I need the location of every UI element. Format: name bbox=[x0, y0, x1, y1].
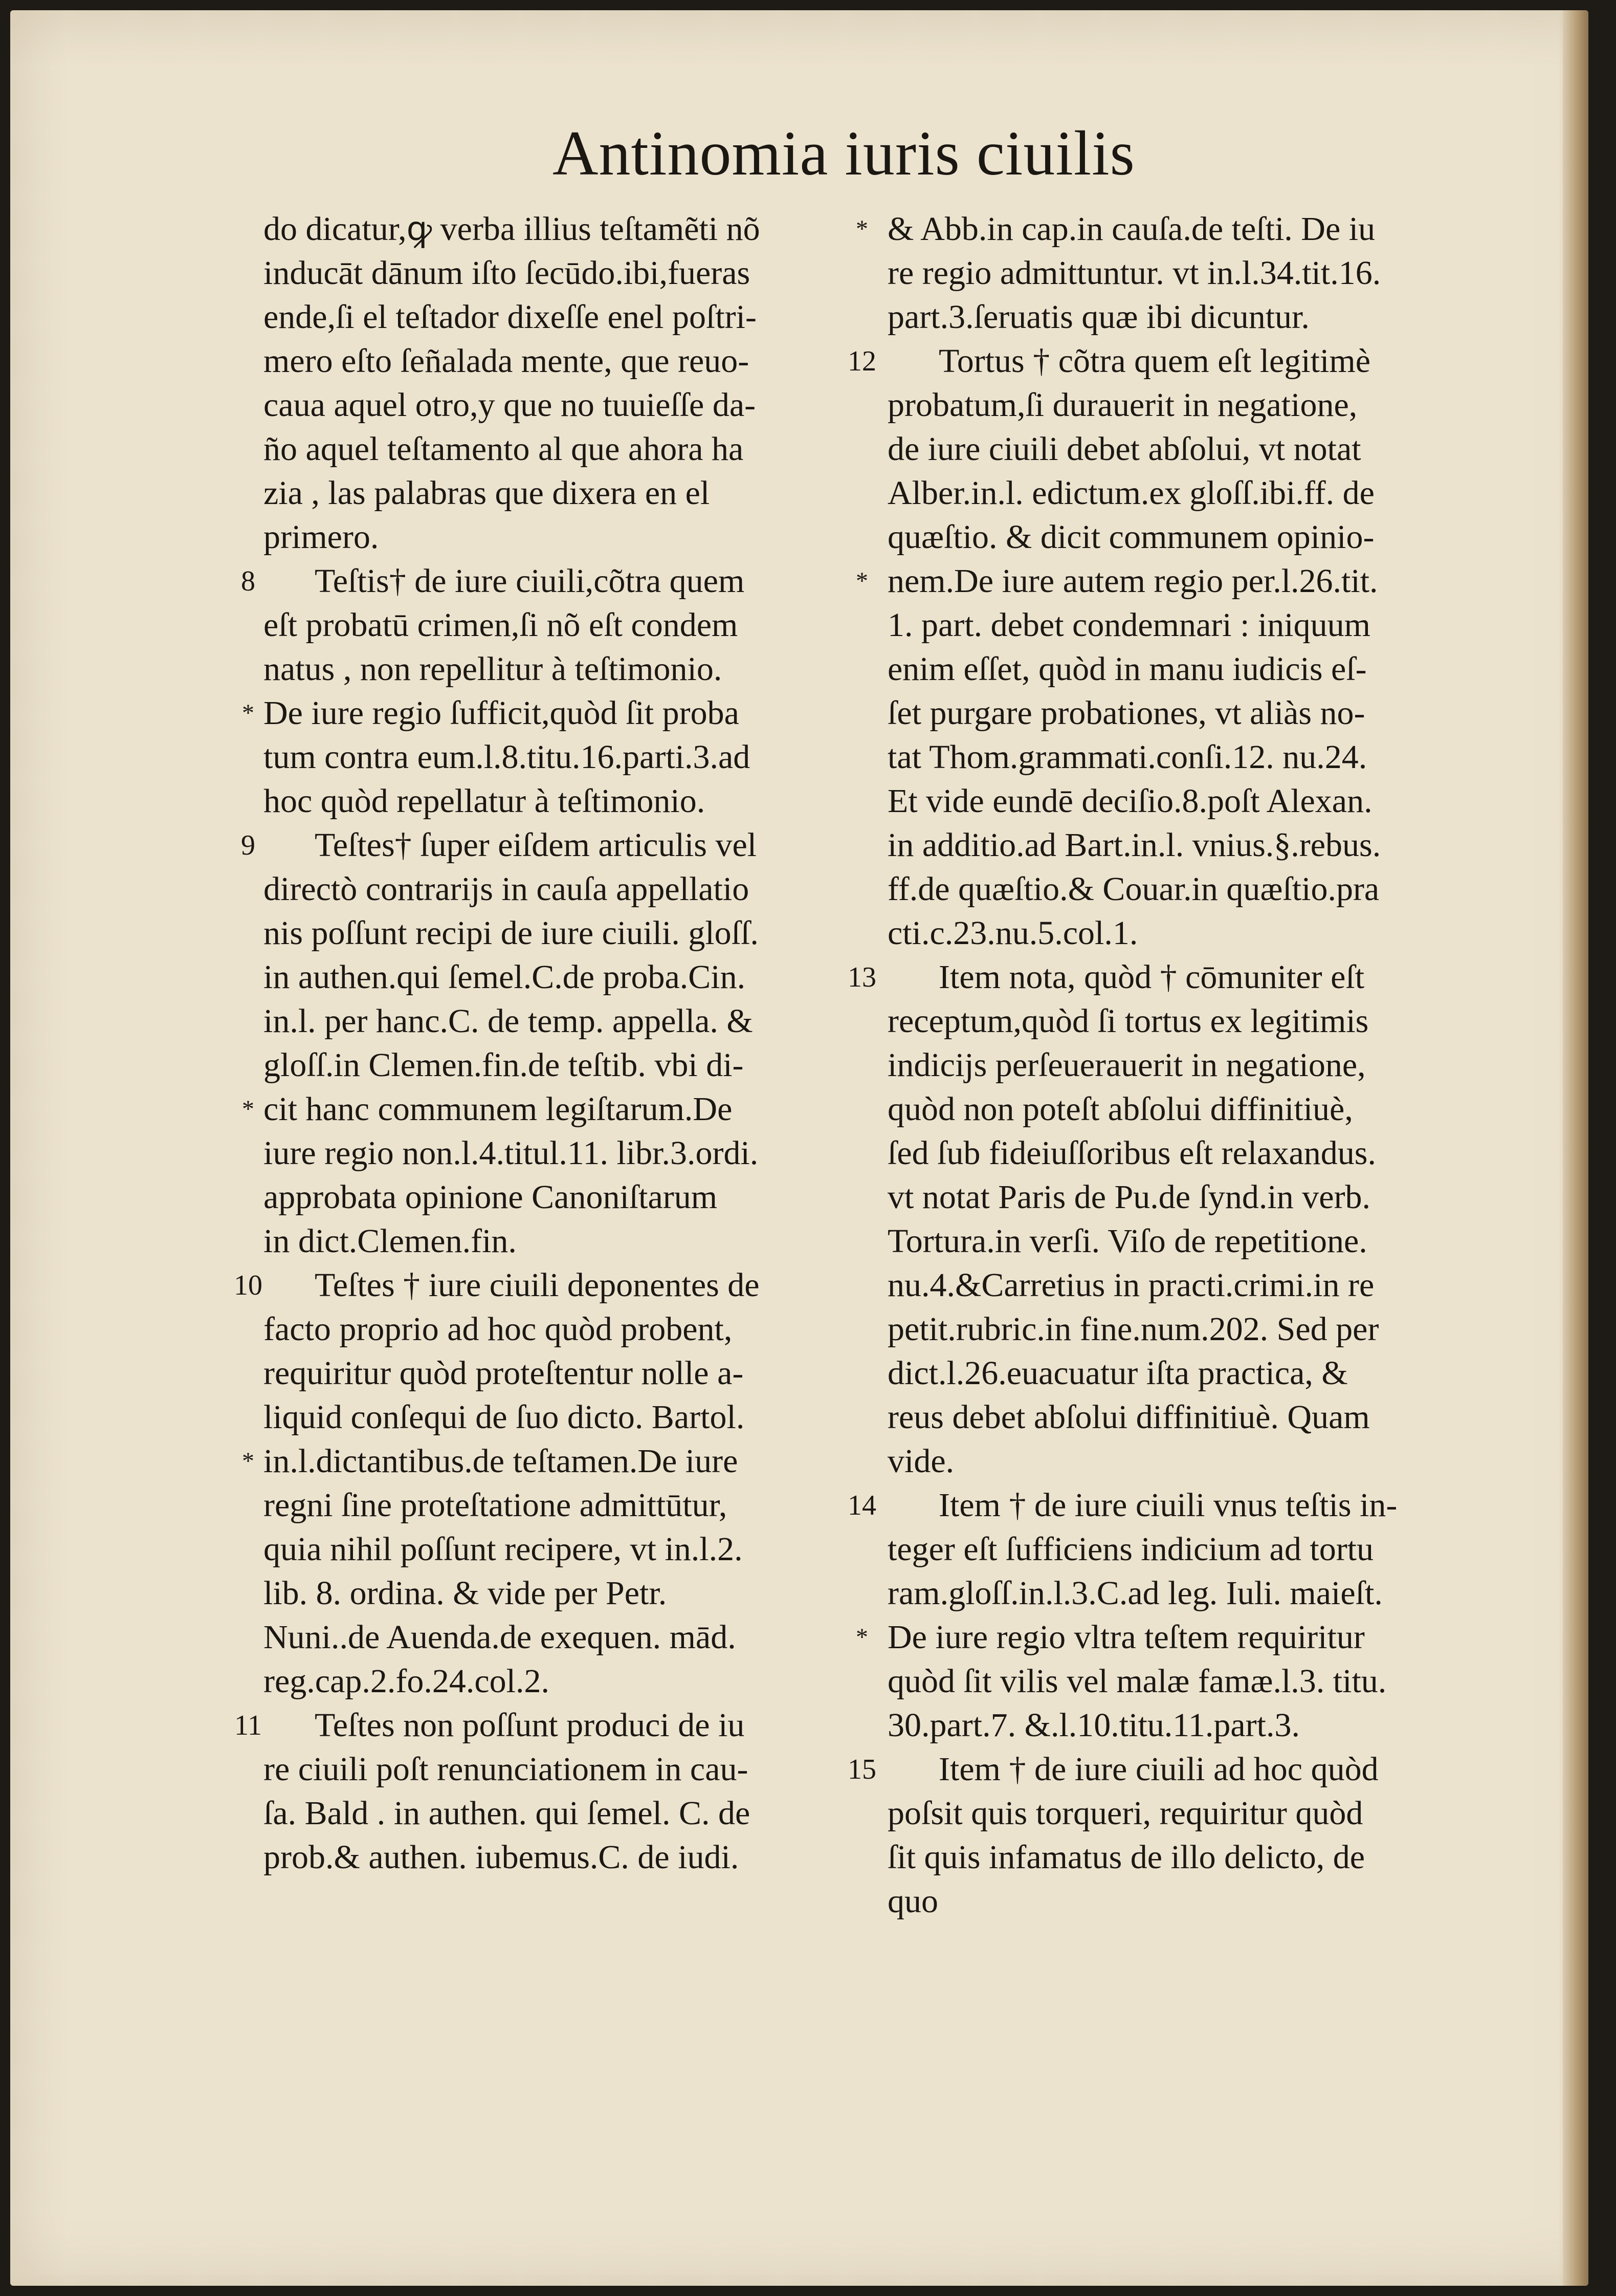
left-column-line: ſa. Bald . in authen. qui ſemel. C. de bbox=[263, 1795, 750, 1832]
section-number: 15 bbox=[848, 1754, 876, 1785]
right-column-line: 30.part.7. &.l.10.titu.11.part.3. bbox=[888, 1707, 1300, 1744]
left-column-line: Teſtes† ſuper eiſdem articulis vel bbox=[315, 826, 757, 864]
right-column-line: ſit quis infamatus de illo delicto, de bbox=[888, 1839, 1365, 1876]
right-column-line: ſet purgare probationes, vt aliàs no- bbox=[888, 694, 1365, 732]
left-column-line: Teſtes † iure ciuili deponentes de bbox=[315, 1266, 760, 1304]
right-column-line: enim eſſet, quòd in manu iudicis eſ- bbox=[888, 650, 1367, 688]
left-column-line: requiritur quòd proteſtentur nolle a- bbox=[263, 1354, 744, 1392]
right-column-line: cti.c.23.nu.5.col.1. bbox=[888, 914, 1138, 952]
left-column-line: do dicatur,ꝙ verba illius teſtamẽti nõ bbox=[263, 210, 760, 248]
right-column-line: Item † de iure ciuili ad hoc quòd bbox=[939, 1751, 1379, 1788]
left-column-line: in.l.dictantibus.de teſtamen.De iure bbox=[263, 1442, 738, 1480]
left-column-line: tum contra eum.l.8.titu.16.parti.3.ad bbox=[263, 738, 750, 776]
left-column-line: lib. 8. ordina. & vide per Petr. bbox=[263, 1575, 667, 1612]
right-column-line: nem.De iure autem regio per.l.26.tit. bbox=[888, 562, 1378, 600]
section-number: 13 bbox=[848, 961, 876, 993]
right-column-line: ff.de quæſtio.& Couar.in quæſtio.pra bbox=[888, 870, 1380, 908]
section-number: 8 bbox=[241, 565, 255, 597]
right-column-line: reus debet abſolui diffinitiuè. Quam bbox=[888, 1398, 1370, 1436]
left-column-line: cit hanc communem legiſtarum.De bbox=[263, 1090, 733, 1128]
left-column-line: natus , non repellitur à teſtimonio. bbox=[263, 650, 722, 688]
asterisk-marker: * bbox=[856, 567, 868, 595]
right-column-line: quòd non poteſt abſolui diffinitiuè, bbox=[888, 1090, 1353, 1128]
left-column-line: regni ſine proteſtatione admittūtur, bbox=[263, 1486, 727, 1524]
right-column-line: 1. part. debet condemnari : iniquum bbox=[888, 606, 1370, 644]
right-column-line: De iure regio vltra teſtem requiritur bbox=[888, 1619, 1365, 1656]
asterisk-marker: * bbox=[856, 215, 868, 243]
left-column-line: mero eſto ſeñalada mente, que reuo- bbox=[263, 342, 749, 380]
right-column-line: indicijs perſeuerauerit in negatione, bbox=[888, 1046, 1366, 1084]
asterisk-marker: * bbox=[242, 1096, 254, 1123]
left-column-line: quia nihil poſſunt recipere, vt in.l.2. bbox=[263, 1530, 743, 1568]
right-column-line: receptum,quòd ſi tortus ex legitimis bbox=[888, 1002, 1369, 1040]
right-column-line: vide. bbox=[888, 1442, 955, 1480]
left-column-line: reg.cap.2.fo.24.col.2. bbox=[263, 1663, 549, 1700]
left-column-line: primero. bbox=[263, 518, 379, 556]
left-column-line: in dict.Clemen.fin. bbox=[263, 1222, 517, 1260]
right-column-line: Item nota, quòd † cōmuniter eſt bbox=[939, 958, 1365, 996]
right-column-line: quòd ſit vilis vel malæ famæ.l.3. titu. bbox=[888, 1663, 1387, 1700]
right-column-line: re regio admittuntur. vt in.l.34.tit.16. bbox=[888, 254, 1381, 292]
left-column-line: ende,ſi el teſtador dixeſſe enel poſtri- bbox=[263, 298, 757, 336]
left-column-line: directò contrarijs in cauſa appellatio bbox=[263, 870, 749, 908]
left-column-line: hoc quòd repellatur à teſtimonio. bbox=[263, 782, 705, 820]
right-column-line: quæſtio. & dicit communem opinio- bbox=[888, 518, 1375, 556]
right-column-line: dict.l.26.euacuatur iſta practica, & bbox=[888, 1354, 1348, 1392]
right-column-line: Et vide eundē deciſio.8.poſt Alexan. bbox=[888, 782, 1373, 820]
right-column-line: Item † de iure ciuili vnus teſtis in- bbox=[939, 1486, 1398, 1524]
right-column-line: nu.4.&Carretius in practi.crimi.in re bbox=[888, 1266, 1375, 1304]
section-number: 9 bbox=[241, 829, 255, 861]
left-column-line: Teſtes non poſſunt produci de iu bbox=[315, 1707, 745, 1744]
left-column-line: re ciuili poſt renunciationem in cau- bbox=[263, 1751, 748, 1788]
right-column-line: teger eſt ſufficiens indicium ad tortu bbox=[888, 1530, 1374, 1568]
right-column-line: Alber.in.l. edictum.ex gloſſ.ibi.ff. de bbox=[888, 474, 1375, 512]
asterisk-marker: * bbox=[242, 699, 254, 727]
left-column-line: approbata opinione Canoniſtarum bbox=[263, 1178, 718, 1216]
left-column-line: zia , las palabras que dixera en el bbox=[263, 474, 710, 512]
right-column-line: quo bbox=[888, 1883, 938, 1920]
right-column-line: de iure ciuili debet abſolui, vt notat bbox=[888, 430, 1361, 468]
left-column-line: ño aquel teſtamento al que ahora ha bbox=[263, 430, 744, 468]
right-column-line: ram.gloſſ.in.l.3.C.ad leg. Iuli. maieſt. bbox=[888, 1575, 1383, 1612]
right-column-line: petit.rubric.in fine.num.202. Sed per bbox=[888, 1310, 1379, 1348]
section-number: 10 bbox=[234, 1270, 262, 1301]
left-column-line: caua aquel otro,y que no tuuieſſe da- bbox=[263, 386, 756, 424]
right-column-line: & Abb.in cap.in cauſa.de teſti. De iu bbox=[888, 210, 1376, 248]
section-number: 11 bbox=[234, 1710, 262, 1741]
left-column-line: facto proprio ad hoc quòd probent, bbox=[263, 1310, 733, 1348]
section-number: 12 bbox=[848, 345, 876, 377]
left-column-line: Nuni..de Auenda.de exequen. mād. bbox=[263, 1619, 736, 1656]
left-column-line: De iure regio ſufficit,quòd ſit proba bbox=[263, 694, 739, 732]
right-column-line: poſsit quis torqueri, requiritur quòd bbox=[888, 1795, 1363, 1832]
left-column-line: inducāt dānum iſto ſecūdo.ibi,fueras bbox=[263, 254, 750, 292]
right-column-line: Tortus † cõtra quem eſt legitimè bbox=[939, 342, 1370, 380]
section-number: 14 bbox=[848, 1490, 876, 1521]
right-column-line: in additio.ad Bart.in.l. vnius.§.rebus. bbox=[888, 826, 1381, 864]
page-edge bbox=[1563, 10, 1588, 2286]
asterisk-marker: * bbox=[856, 1624, 868, 1651]
left-column-line: in.l. per hanc.C. de temp. appella. & bbox=[263, 1002, 753, 1040]
left-column-line: eſt probatū crimen,ſi nõ eſt condem bbox=[263, 606, 738, 644]
left-column-line: gloſſ.in Clemen.fin.de teſtib. vbi di- bbox=[263, 1046, 744, 1084]
right-column-line: vt notat Paris de Pu.de ſynd.in verb. bbox=[888, 1178, 1371, 1216]
left-text-column bbox=[263, 207, 852, 1879]
left-column-line: prob.& authen. iubemus.C. de iudi. bbox=[263, 1839, 739, 1876]
right-column-line: tat Thom.grammati.conſi.12. nu.24. bbox=[888, 738, 1367, 776]
left-column-line: nis poſſunt recipi de iure ciuili. gloſſ. bbox=[263, 914, 759, 952]
running-head: Antinomia iuris ciuilis bbox=[552, 118, 1135, 188]
right-column-line: part.3.ſeruatis quæ ibi dicuntur. bbox=[888, 298, 1310, 336]
asterisk-marker: * bbox=[242, 1448, 254, 1475]
left-column-line: Teſtis† de iure ciuili,cõtra quem bbox=[315, 562, 745, 600]
right-text-column bbox=[888, 207, 1476, 1923]
right-column-line: ſed ſub fideiuſſoribus eſt relaxandus. bbox=[888, 1134, 1376, 1172]
right-column-line: Tortura.in verſi. Viſo de repetitione. bbox=[888, 1222, 1367, 1260]
right-column-line: probatum,ſi durauerit in negatione, bbox=[888, 386, 1358, 424]
left-column-line: iure regio non.l.4.titul.11. libr.3.ordi. bbox=[263, 1134, 759, 1172]
left-column-line: liquid conſequi de ſuo dicto. Bartol. bbox=[263, 1398, 745, 1436]
left-column-line: in authen.qui ſemel.C.de proba.Cin. bbox=[263, 958, 746, 996]
